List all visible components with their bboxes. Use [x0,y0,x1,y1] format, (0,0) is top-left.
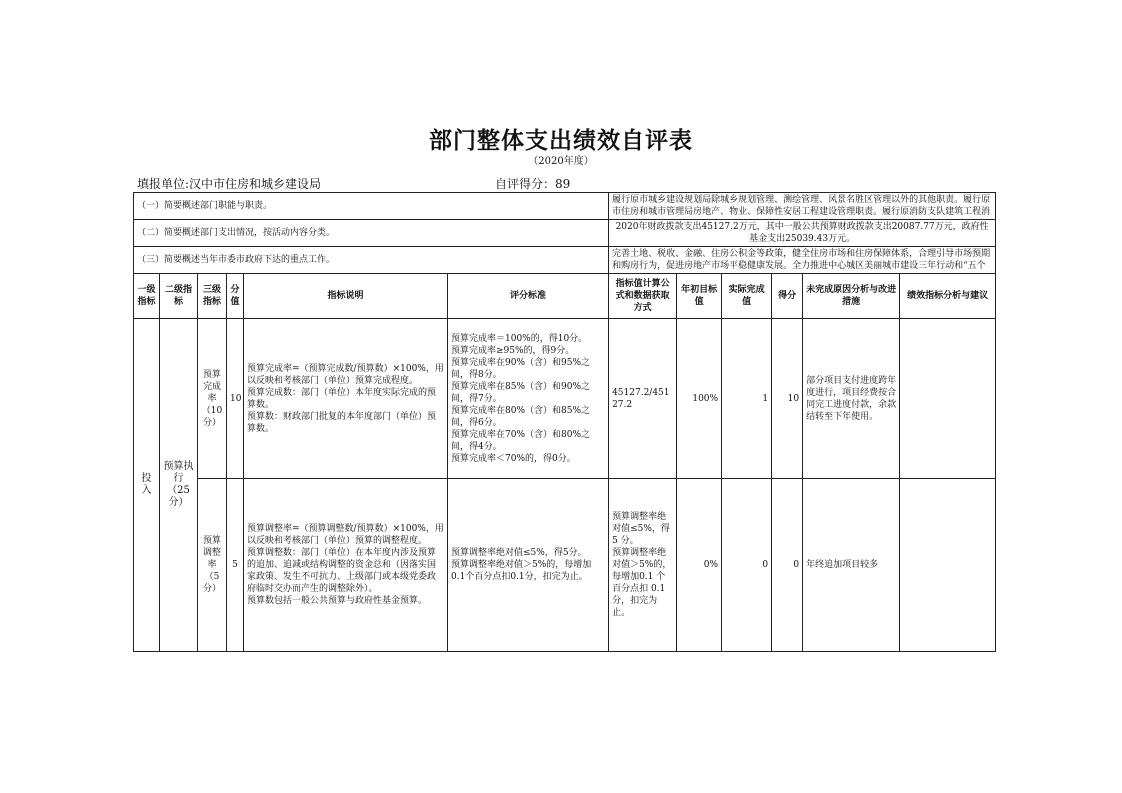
column-header: 得分 [772,274,803,319]
self-score: 自评得分：89 [495,177,571,191]
suggestion-cell [900,319,996,479]
table-row [134,319,996,479]
reason-cell: 部分项目支付进度跨年度进行，项目经费按合同完工进度付款，余款结转至下年使用。 [803,319,900,479]
suggestion-cell [900,479,996,652]
level1-cell: 投入 [134,319,160,652]
criteria-cell: 预算完成率＝100%的，得10分。 预算完成率≥95%的，得9分。 预算完成率在90%（含）和95%之间，得8分。 预算完成率在85%（含）和90%之间，得7分。 预算完成率在80%（含）和85%之间，得6分。 预算完成率在70%（含）和80%之间，得4分。 预算完成率＜70%的，得0分。 [448,319,609,479]
summary-row [134,220,996,247]
description-cell: 预算调整率=（预算调整数/预算数）×100%，用以反映和考核部门（单位）预算的调整程度。 预算调整数：部门（单位）在本年度内涉及预算的追加、追减或结构调整的资金总和（因落实国家政策、发生不可抗力、上级部门或本级党委政府临时交办而产生的调整除外）。 预算数包括一般公共预算与政府性基金预算。 [244,479,448,652]
column-header: 三级指标 [198,274,227,319]
column-header: 分值 [227,274,244,319]
column-header: 指标说明 [244,274,448,319]
summary-content [609,193,996,220]
summary-label: （三）简要概述当年市委市政府下达的重点工作。 [134,247,609,274]
summary-label: （一）简要概述部门职能与职责。 [134,193,609,220]
evaluation-sheet [133,192,995,652]
formula-cell: 45127.2/45127.2 [609,319,677,479]
summary-content [609,220,996,247]
evaluation-table [133,192,996,652]
column-header: 指标值计算公式和数据获取方式 [609,274,677,319]
page-subtitle: （2020年度） [528,156,594,167]
actual-cell: 1 [722,319,772,479]
column-header: 年初目标值 [677,274,722,319]
reporting-unit: 填报单位:汉中市住房和城乡建设局 [137,177,322,191]
column-header: 绩效指标分析与建议 [900,274,996,319]
summary-content-text: 完善土地、税收、金融、住房公积金等政策，健全住房市场和住房保障体系，合理引导市场预期和购房行为，促进房地产市场平稳健康发展。全力推进中心城区美丽城市建设三年行动和“五个 [612,249,991,271]
summary-row [134,247,996,274]
page-title: 部门整体支出绩效自评表 [429,128,693,154]
level3-cell: 预算完成率（10分） [198,319,227,479]
actual-cell: 0 [722,479,772,652]
target-cell: 100% [677,319,722,479]
table-row [134,479,996,652]
column-header-row [134,274,996,319]
score-value-cell: 10 [227,319,244,479]
score-cell: 0 [772,479,803,652]
column-header: 评分标准 [448,274,609,319]
level3-cell: 预算调整率（5分） [198,479,227,652]
formula-cell: 预算调整率绝对值≤5%，得 5 分。 预算调整率绝对值＞5%的，每增加0.1 个百分点扣 0.1分，扣完为止。 [609,479,677,652]
target-cell: 0% [677,479,722,652]
column-header: 实际完成值 [722,274,772,319]
column-header: 一级指标 [134,274,160,319]
summary-row [134,193,996,220]
level2-cell: 预算执行（25分） [160,319,198,652]
column-header: 二级指标 [160,274,198,319]
score-cell: 10 [772,319,803,479]
summary-content-text: 履行原市城乡建设规划局除城乡规划管理、测绘管理、风景名胜区管理以外的其他职责。履行原市住房和城市管理局房地产、物业、保障性安居工程建设管理职责。履行原消防支队建筑工程消 [612,195,991,217]
summary-label: （二）简要概述部门支出情况，按活动内容分类。 [134,220,609,247]
criteria-cell: 预算调整率绝对值≤5%，得5分。 预算调整率绝对值＞5%的，每增加0.1个百分点扣0.1分，扣完为止。 [448,479,609,652]
column-header: 未完成原因分析与改进措施 [803,274,900,319]
description-cell: 预算完成率=（预算完成数/预算数）×100%，用以反映和考核部门（单位）预算完成程度。 预算完成数：部门（单位）本年度实际完成的预算数。 预算数：财政部门批复的本年度部门（单位）预算数。 [244,319,448,479]
score-value-cell: 5 [227,479,244,652]
reason-cell: 年终追加项目较多 [803,479,900,652]
summary-content [609,247,996,274]
summary-content-text: 2020年财政拨款支出45127.2万元，其中一般公共预算财政拨款支出20087.77万元，政府性基金支出25039.43万元。 [615,222,989,244]
